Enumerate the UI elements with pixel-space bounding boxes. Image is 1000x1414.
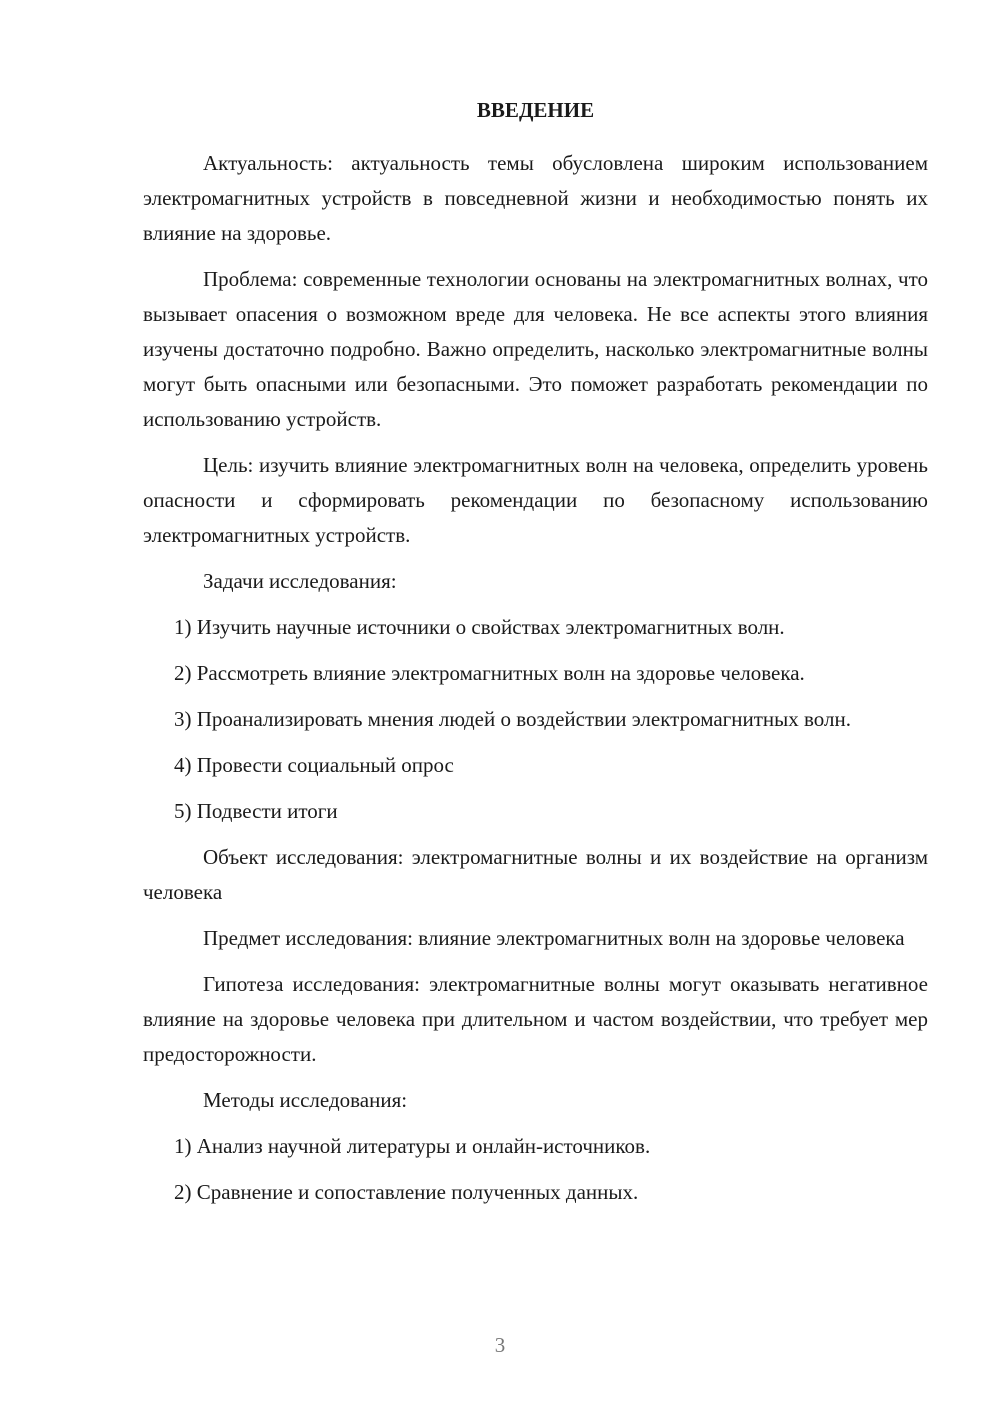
tasks-heading: Задачи исследования: xyxy=(203,569,397,593)
section-title: ВВЕДЕНИЕ xyxy=(476,98,595,122)
method-item-2: 2) Сравнение и сопоставление полученных данных. xyxy=(174,1180,639,1204)
task-item-3: 3) Проанализировать мнения людей о воздействии электромагнитных волн. xyxy=(174,707,851,731)
task-item-2: 2) Рассмотреть влияние электромагнитных волн на здоровье человека. xyxy=(174,661,805,685)
object-paragraph: Объект исследования: электромагнитные волны и их воздействие на организм человека xyxy=(143,845,928,904)
subject-paragraph: Предмет исследования: влияние электромагнитных волн на здоровье человека xyxy=(203,926,905,950)
methods-heading: Методы исследования: xyxy=(203,1088,408,1112)
method-item-1: 1) Анализ научной литературы и онлайн-источников. xyxy=(174,1134,651,1158)
hypothesis-paragraph: Гипотеза исследования: электромагнитные волны могут оказывать негативное влияние на здоровье человека при длительном и частом воздействии, что требует мер предосторожности. xyxy=(143,972,928,1066)
task-item-4: 4) Провести социальный опрос xyxy=(174,753,454,777)
problem-paragraph: Проблема: современные технологии основаны на электромагнитных волнах, что вызывает опасения о возможном вреде для человека. Не все аспекты этого влияния изучены достаточно подробно. Важно определить, насколько электромагнитные волны могут быть опасными или безопасными. Это поможет разработать рекомендации по использованию устройств. xyxy=(143,267,928,431)
page-number: 3 xyxy=(494,1333,506,1357)
relevance-paragraph: Актуальность: актуальность темы обусловлена широким использованием электромагнитных устройств в повседневной жизни и необходимостью понять их влияние на здоровье. xyxy=(143,151,928,245)
goal-paragraph: Цель: изучить влияние электромагнитных волн на человека, определить уровень опасности и сформировать рекомендации по безопасному использованию электромагнитных устройств. xyxy=(143,453,928,547)
task-item-5: 5) Подвести итоги xyxy=(174,799,338,823)
document-page xyxy=(143,96,928,1221)
task-item-1: 1) Изучить научные источники о свойствах электромагнитных волн. xyxy=(174,615,785,639)
